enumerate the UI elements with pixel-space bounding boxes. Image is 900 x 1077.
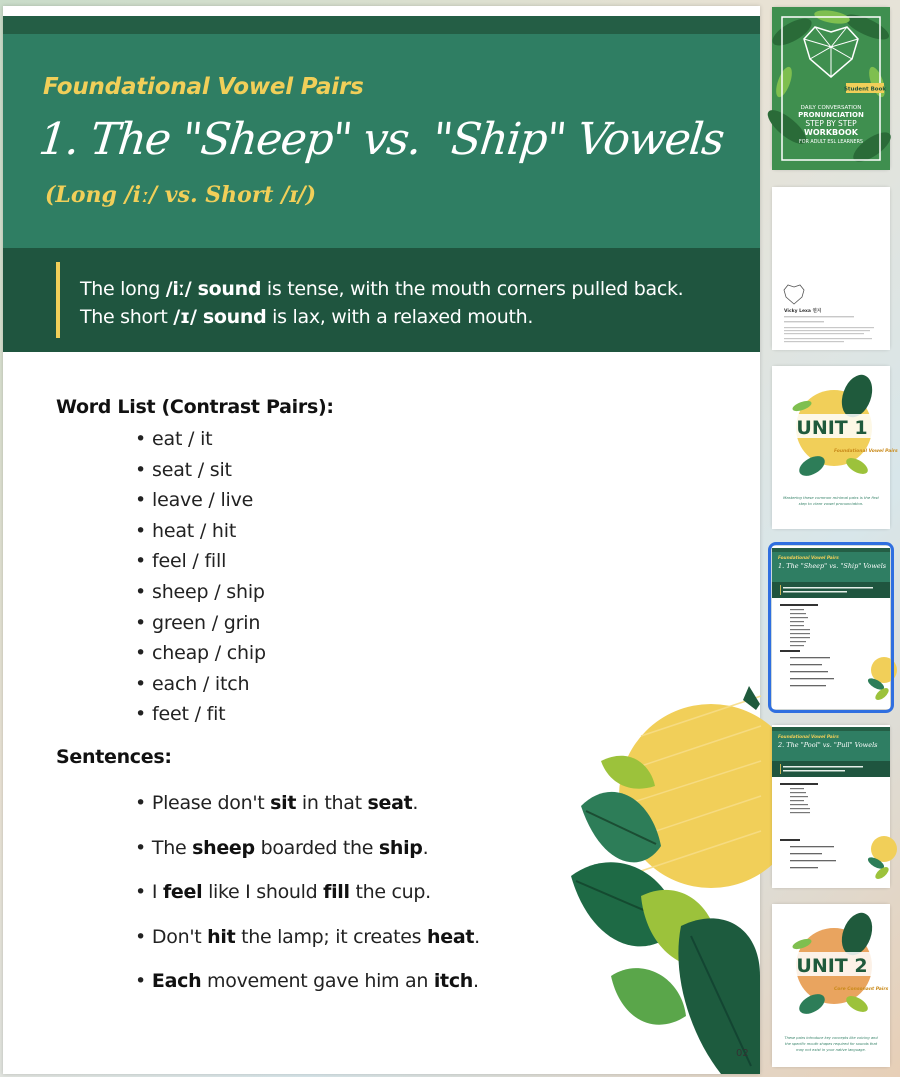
sentence-item: • Please don't sit in that seat. [135,788,480,833]
unit-caption: the specific mouth shapes required for sounds that [784,1042,878,1046]
sentence-item: • The sheep boarded the ship. [135,833,480,878]
callout-accent-bar [56,262,60,338]
unit-eyebrow: Foundational Vowel Pairs [43,74,364,100]
sentence-item: • Each movement gave him an itch. [135,966,480,1011]
unit-1-preview [772,366,898,529]
thumb-title: 1. The "Sheep" vs. "Ship" Vowels [778,562,887,570]
cover-line: STEP BY STEP [805,119,857,128]
thumbnail-cover[interactable] [772,7,890,170]
unit-title: Core Consonant Pairs [834,987,889,992]
unit-caption: may not exist in your native language. [796,1048,866,1052]
cover-line: WORKBOOK [804,128,858,137]
thumbnail-lesson-1-active[interactable] [772,546,890,709]
unit-label: UNIT 2 [796,955,868,977]
thumb-title: 2. The "Pool" vs. "Pull" Vowels [778,741,878,749]
word-pair-item: • feet / fit [135,699,266,730]
cover-preview [772,7,890,170]
word-pair-item: • cheap / chip [135,638,266,669]
thumbnail-copyright-page[interactable] [772,187,890,350]
cover-line: DAILY CONVERSATION [800,105,862,111]
word-list-heading: Word List (Contrast Pairs): [56,396,334,418]
lesson-title: 1. The "Sheep" vs. "Ship" Vowels [36,114,726,165]
lesson-subtitle: (Long /iː/ vs. Short /ɪ/) [45,182,317,208]
thumbnail-unit-2[interactable] [772,904,890,1067]
thumbnail-unit-1[interactable] [772,366,898,529]
word-pair-item: • heat / hit [135,516,266,547]
lesson-2-preview [772,725,890,888]
word-pair-item: • eat / it [135,424,266,455]
sentences-heading: Sentences: [56,746,172,768]
author-name: Vicky Lexa 연지 [784,309,822,314]
cover-line: FOR ADULT ESL LEARNERS [799,140,863,145]
page-top-band [3,16,760,34]
sentence-item: • Don't hit the lamp; it creates heat. [135,922,480,967]
callout-text [80,275,683,331]
tropical-leaves-illustration [571,676,760,1074]
workbook-page [3,6,760,1074]
tip-callout [3,248,760,352]
word-pair-item: • each / itch [135,669,266,700]
thumb-eyebrow: Foundational Vowel Pairs [778,735,839,740]
word-pair-item: • leave / live [135,485,266,516]
page-number: 02 [736,1048,749,1059]
lesson-1-preview [772,546,890,709]
unit-title: Foundational Vowel Pairs [834,449,898,454]
thumb-eyebrow: Foundational Vowel Pairs [778,556,839,561]
sentence-list [135,788,480,1011]
word-pair-item: • feel / fill [135,546,266,577]
thumbnail-lesson-2[interactable] [772,725,890,888]
cover-badge: Student Book [843,86,887,93]
word-pair-item: • seat / sit [135,455,266,486]
cover-line: PRONUNCIATION [798,111,864,119]
unit-caption: step to clear vowel pronunciation. [798,501,864,506]
callout-line-2: The short /ɪ/ sound is lax, with a relaxed mouth. [80,306,534,328]
word-list [135,424,266,730]
page-thumbnails-sidebar [766,0,900,1077]
word-pair-item: • green / grin [135,608,266,639]
word-pair-item: • sheep / ship [135,577,266,608]
sentence-item: • I feel like I should fill the cup. [135,877,480,922]
unit-label: UNIT 1 [796,417,868,439]
unit-2-preview [772,904,890,1067]
unit-caption: Mastering these common minimal pairs is the first [783,495,879,500]
copyright-preview [772,187,890,350]
unit-caption: These pairs introduce key concepts like voicing and [784,1036,878,1040]
callout-line-1: The long /iː/ sound is tense, with the mouth corners pulled back. [80,278,684,300]
